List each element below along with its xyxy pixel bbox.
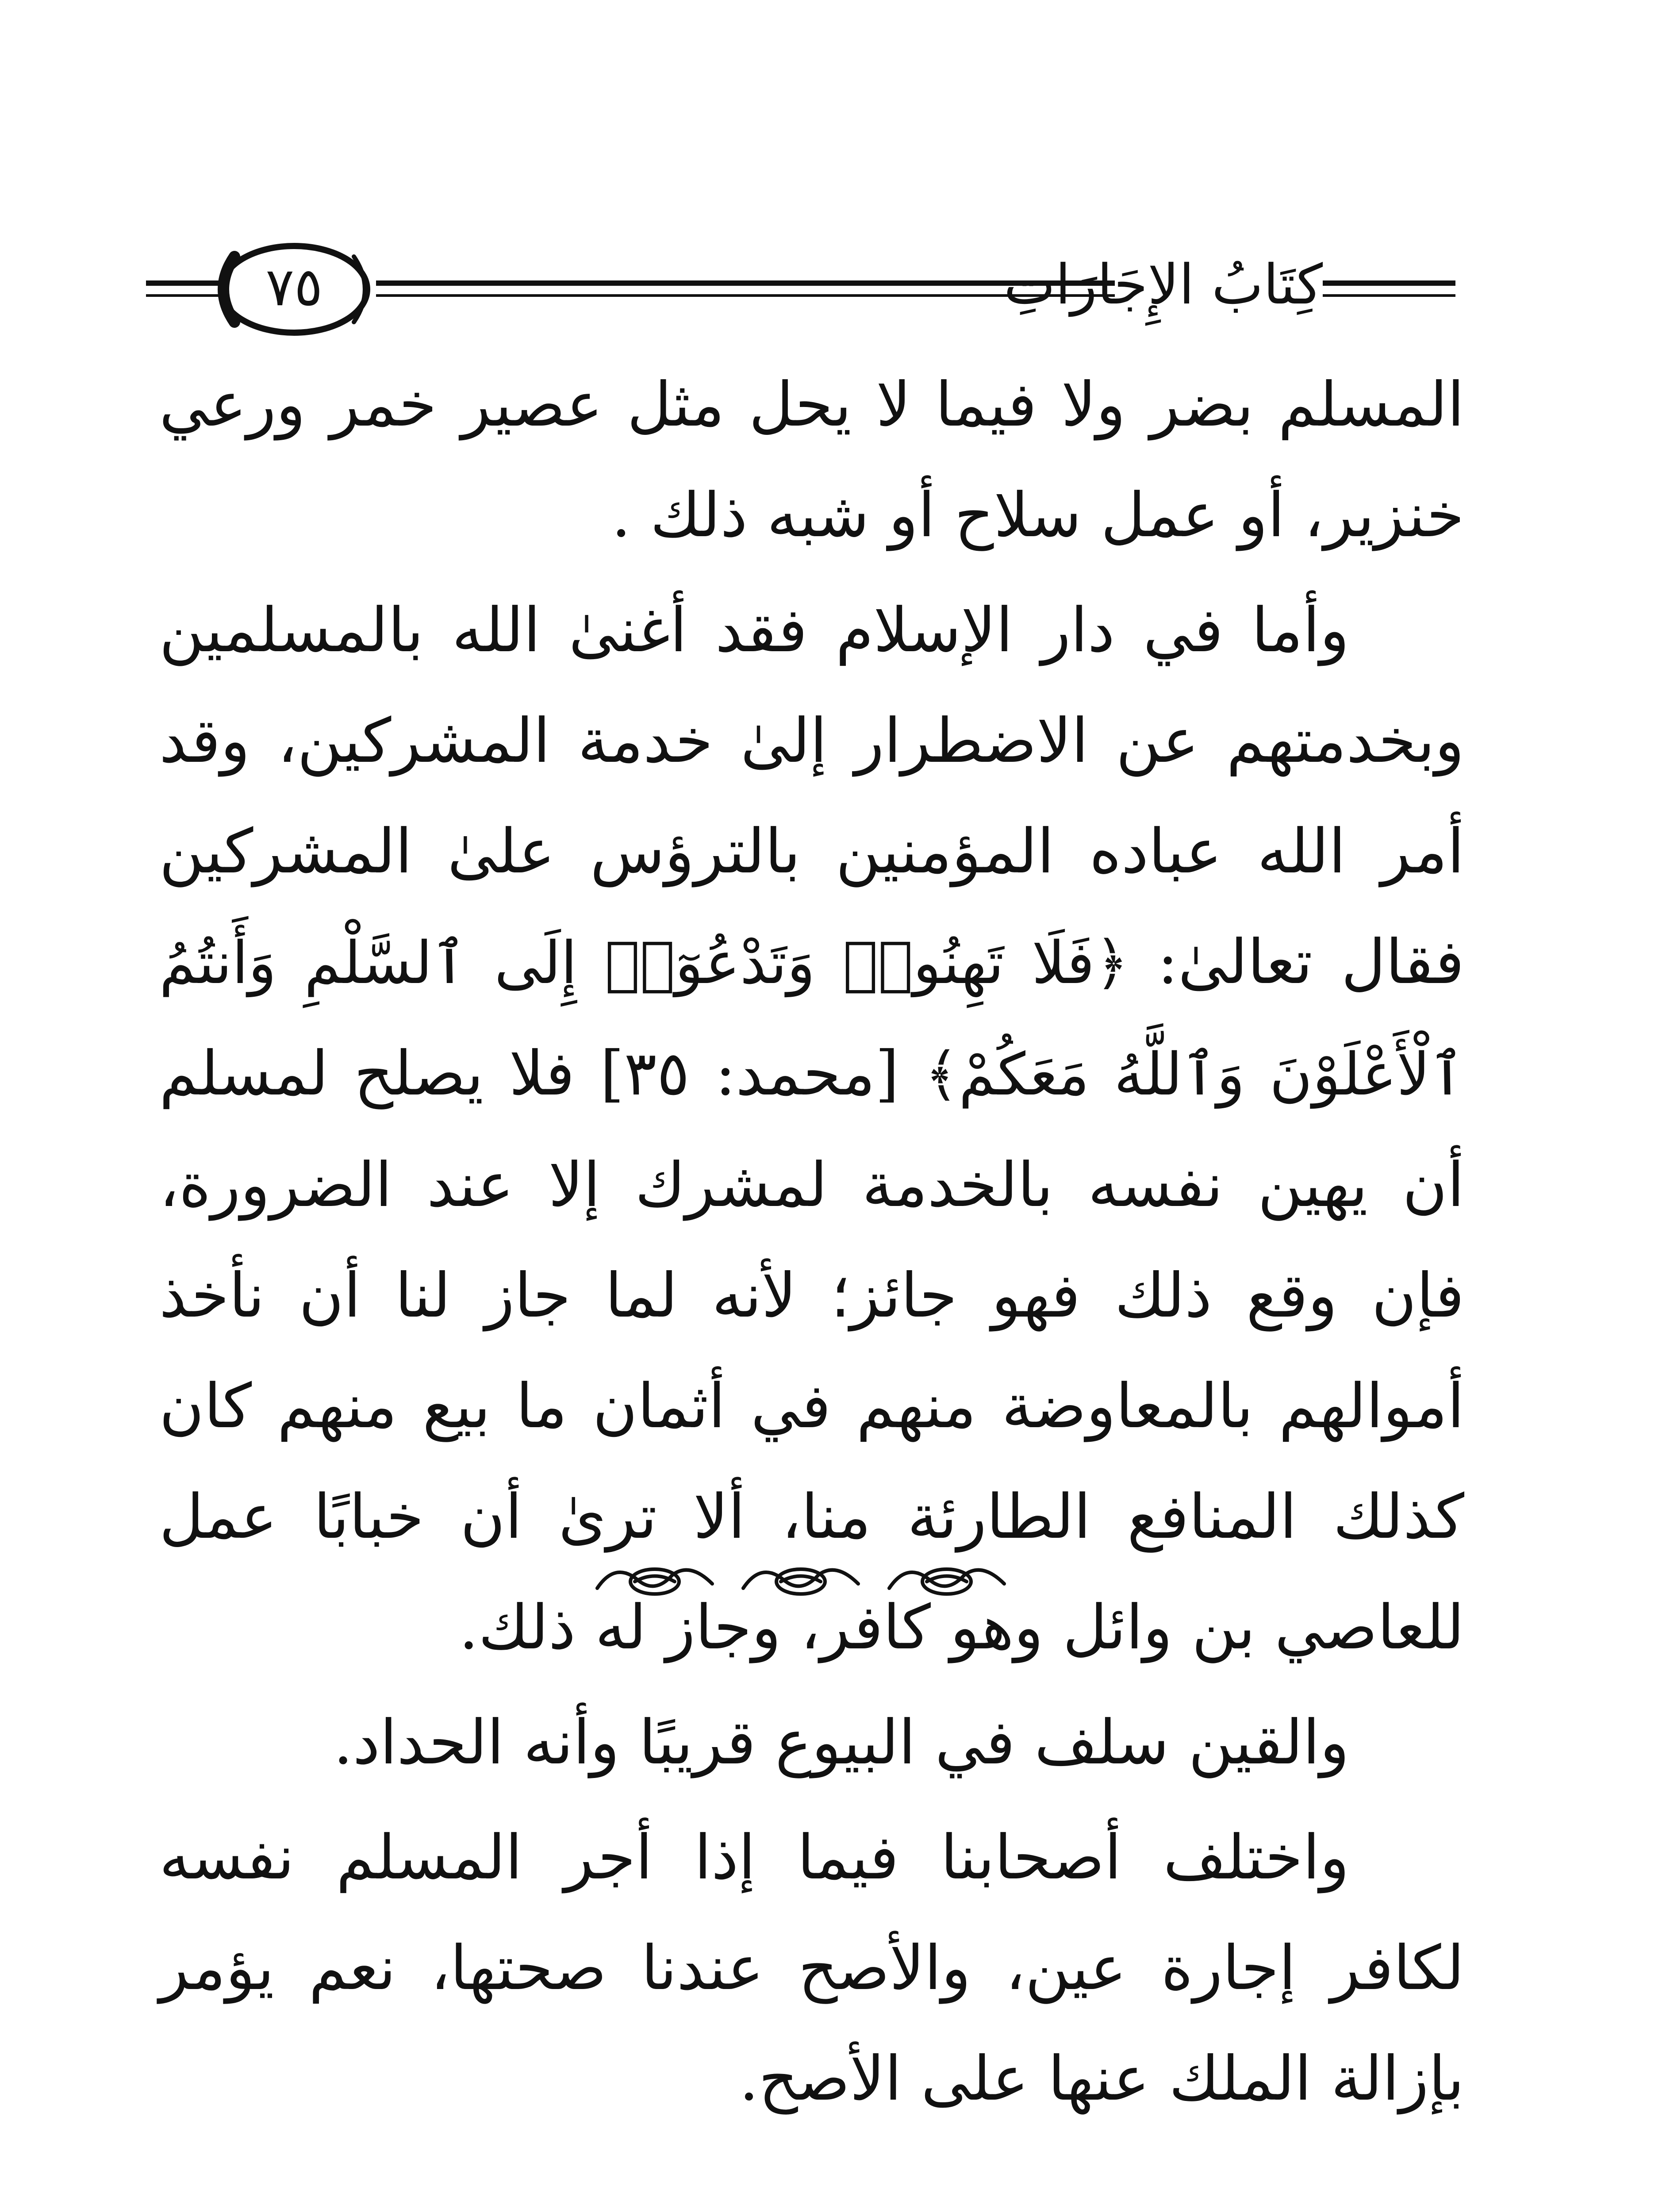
section-end-ornament [588,1557,1013,1606]
verse-citation: [محمد: ٣٥] [600,1038,899,1109]
page-header [146,239,1469,341]
page-body [159,349,1464,2139]
ornament-motif [743,1569,858,1594]
paragraph-4: واختلف أصحابنا فيما إذا أجر المسلم نفسه لكافر إجارة عين، والأصح عندنا صحتها، نعم يؤمر بإزالة الملك عنها على الأصح. [159,1822,1464,2114]
page-number: ٧٥ [265,257,323,318]
ornament-motif [597,1569,712,1594]
paragraph-3: والقين سلف في البيوع قريبًا وأنه الحداد. [333,1707,1349,1778]
paragraph-2-rest: فلا يصلح لمسلم أن يهين نفسه بالخدمة لمشرك إلا عند الضرورة، فإن وقع ذلك فهو جائز؛ لأنه لما جاز لنا أن نأخذ أموالهم بالمعاوضة منهم في أثمان ما بيع منهم كان كذلك المنافع الطارئة منا، ألا ترىٰ أن خبابًا عمل للعاصي بن وائل وهو كافر، وجاز له ذلك. [159,1038,1464,1663]
ornament-motif [889,1569,1004,1594]
paragraph-2 [159,575,1464,1683]
paragraph-1: المسلم بضر ولا فيما لا يحل مثل عصير خمر ورعي خنزير، أو عمل سلاح أو شبه ذلك . [159,369,1464,551]
quran-verse: ﴿فَلَا تَهِنُوا۟ وَتَدْعُوٓا۟ إِلَى ٱلسَّلْمِ وَأَنتُمُ ٱلْأَعْلَوْنَ وَٱللَّهُ مَعَكُمْ﴾ [159,929,1464,1109]
running-header-title: كِتَابُ الإِجَارَاتِ [1003,253,1323,317]
paragraph-2-intro: وأما في دار الإسلام فقد أغنىٰ الله بالمسلمين وبخدمتهم عن الاضطرار إلىٰ خدمة المشركين، وقد أمر الله عباده المؤمنين بالترؤس علىٰ المشركين فقال تعالىٰ: [159,595,1464,998]
